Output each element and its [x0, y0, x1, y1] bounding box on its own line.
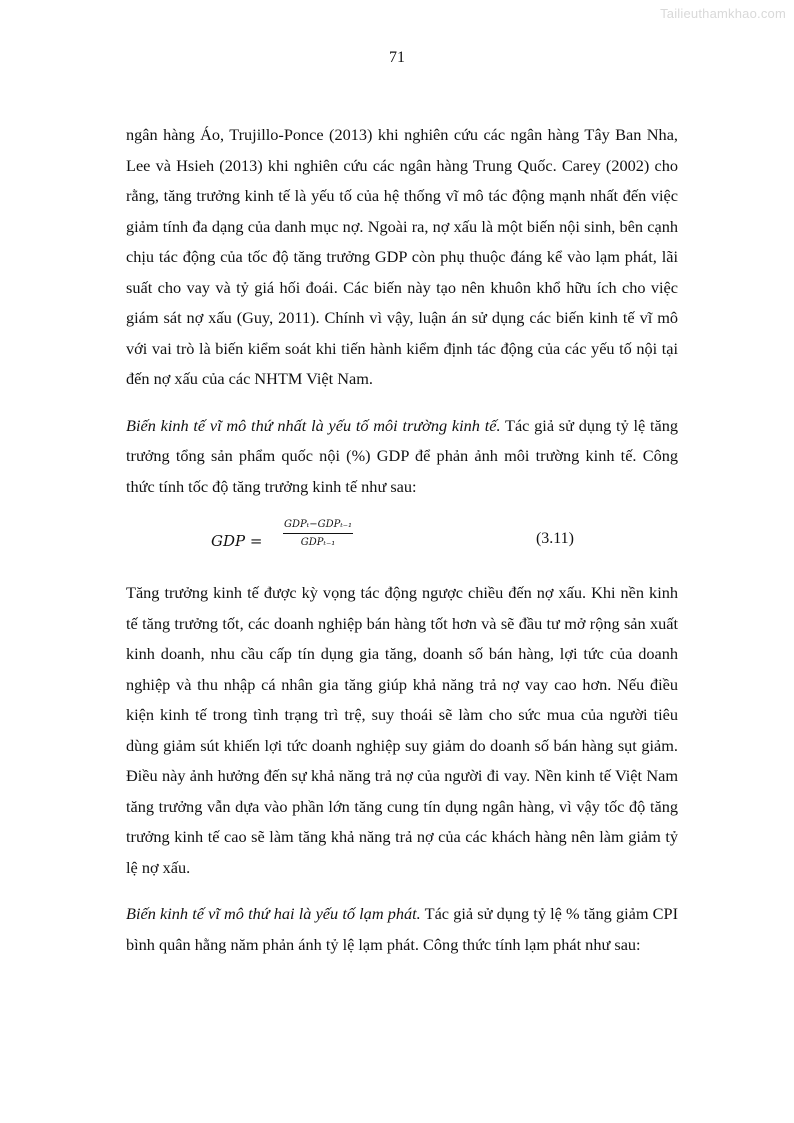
- paragraph-1: ngân hàng Áo, Trujillo-Ponce (2013) khi nghiên cứu các ngân hàng Tây Ban Nha, Lee và Hsieh (2013) khi nghiên cứu các ngân hàng Trung Quốc. Carey (2002) cho rằng, tăng trưởng kinh tế là yếu tố của hệ thống vĩ mô tác động mạnh nhất đến việc giảm tính đa dạng của danh mục nợ. Ngoài ra, nợ xấu là một biến nội sinh, bên cạnh chịu tác động của tốc độ tăng trưởng GDP còn phụ thuộc đáng kể vào lạm phát, lãi suất cho vay và tỷ giá hối đoái. Các biến này tạo nên khuôn khổ hữu ích cho việc giám sát nợ xấu (Guy, 2011). Chính vì vậy, luận án sử dụng các biến kinh tế vĩ mô với vai trò là biến kiểm soát khi tiến hành kiểm định tác động của các yếu tố nội tại đến nợ xấu của các NHTM Việt Nam.: [126, 125, 678, 388]
- page-body: [126, 120, 678, 976]
- paragraph-2-lead: Biến kinh tế vĩ mô thứ nhất là yếu tố môi trường kinh tế.: [126, 415, 501, 435]
- equation-number: (3.11): [535, 530, 574, 547]
- equation-denominator: GDPₜ₋₁: [300, 537, 336, 548]
- gdp-growth-equation: [126, 518, 678, 560]
- equation-numerator: GDPₜ−GDPₜ₋₁: [283, 518, 353, 534]
- paragraph-4-lead: Biến kinh tế vĩ mô thứ hai là yếu tố lạm phát.: [126, 904, 421, 923]
- paragraph-2: [126, 411, 678, 503]
- page-number: 71: [389, 49, 405, 66]
- paragraph-3: Tăng trưởng kinh tế được kỳ vọng tác động ngược chiều đến nợ xấu. Khi nền kinh tế tăng trưởng tốt, các doanh nghiệp bán hàng tốt hơn và sẽ đầu tư mở rộng sản xuất kinh doanh, nhu cầu cấp tín dụng gia tăng, doanh số bán hàng, lợi tức của doanh nghiệp và thu nhập cá nhân gia tăng giúp khả năng trả nợ vay cao hơn. Nếu điều kiện kinh tế trong tình trạng trì trệ, suy thoái sẽ làm cho sức mua của người tiêu dùng giảm sút khiến lợi tức doanh nghiệp suy giảm do doanh số bán hàng sụt giảm. Điều này ảnh hưởng đến sự khả năng trả nợ của người đi vay. Nền kinh tế Việt Nam tăng trưởng vẫn dựa vào phần lớn tăng cung tín dụng ngân hàng, vì vậy tốc độ tăng trưởng kinh tế cao sẽ làm tăng khả năng trả nợ của các khách hàng nên làm giảm tỷ lệ nợ xấu.: [126, 583, 678, 877]
- paragraph-4: [126, 899, 678, 960]
- paragraph-2-text: Tác giả sử dụng tỷ lệ tăng trưởng tổng sản phẩm quốc nội (%) GDP để phản ảnh môi trường kinh tế. Công thức tính tốc độ tăng trưởng kinh tế như sau:: [126, 415, 679, 496]
- equation-lhs: GDP =: [211, 532, 263, 550]
- watermark: Tailieuthamkhao.com: [660, 6, 786, 21]
- paragraph-4-text: Tác giả sử dụng tỷ lệ % tăng giảm CPI bình quân hằng năm phản ánh tỷ lệ lạm phát. Công thức tính lạm phát như sau:: [126, 904, 678, 954]
- equation-fraction: [283, 518, 353, 550]
